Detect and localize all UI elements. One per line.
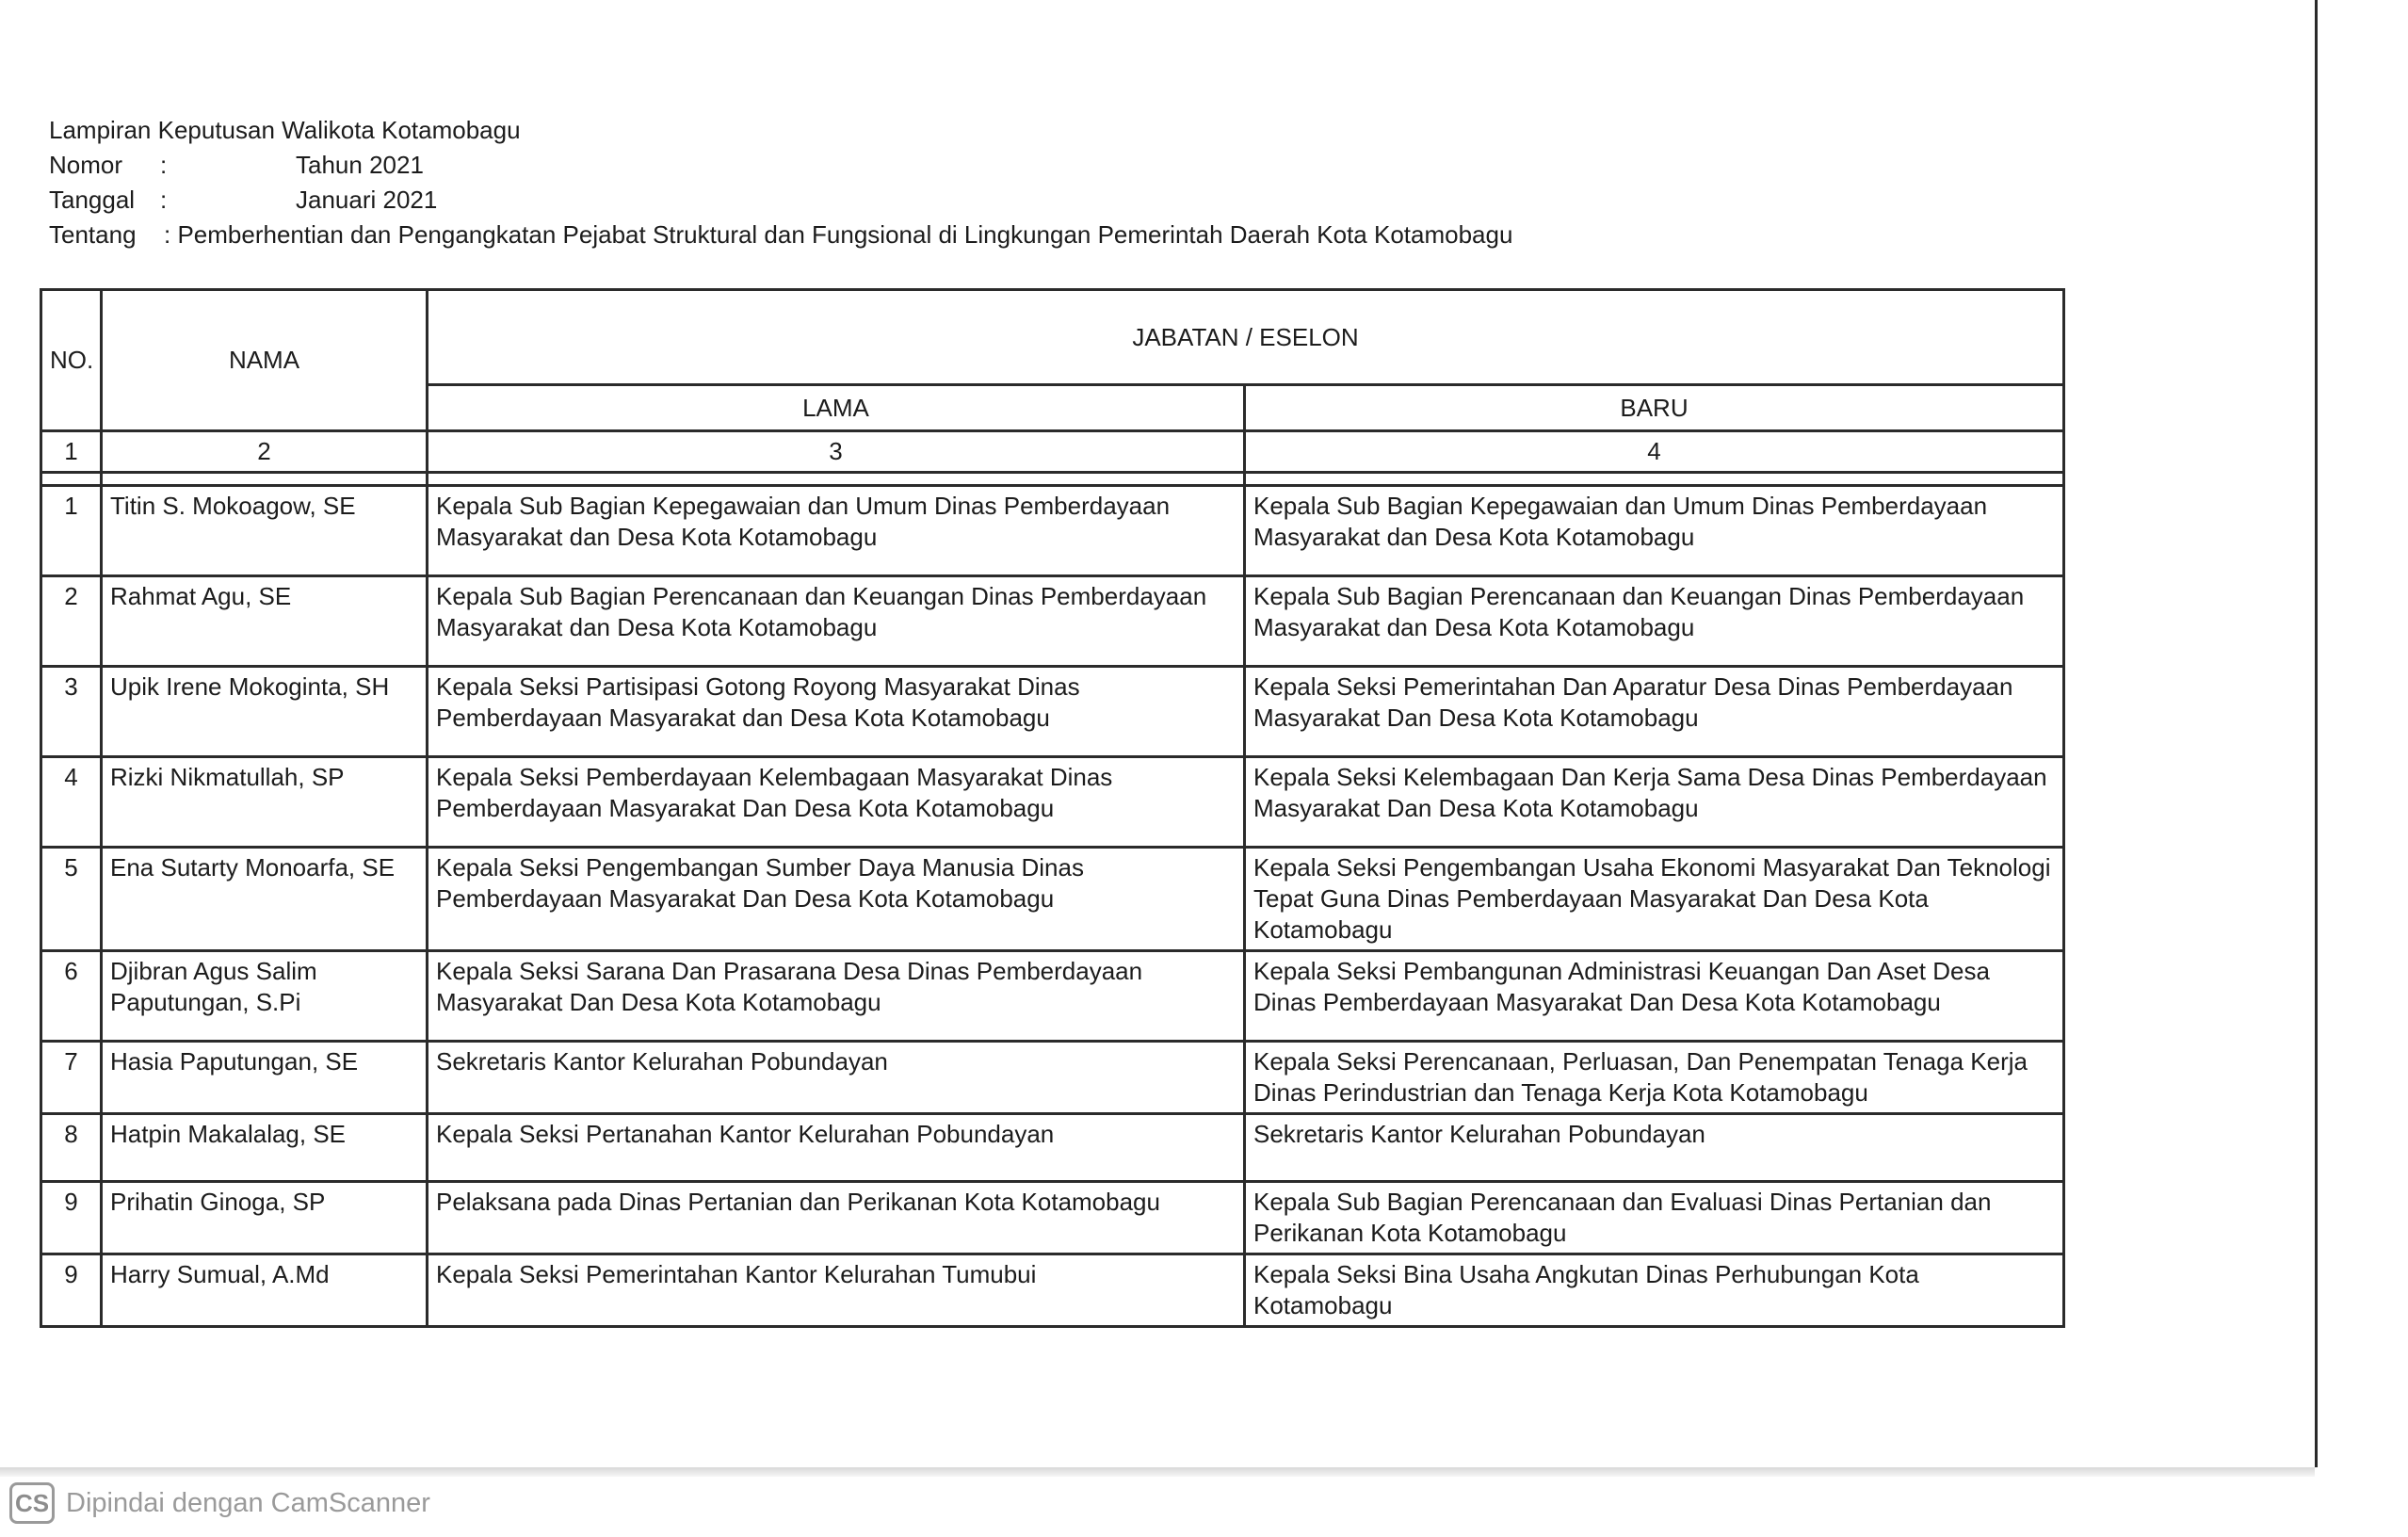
header-baru: BARU <box>1245 385 2064 431</box>
nomor-label: Nomor <box>49 151 123 179</box>
page-shadow <box>0 1467 2315 1477</box>
table-row <box>41 1182 2064 1254</box>
col-number: 4 <box>1245 431 2064 473</box>
row-lama: Kepala Seksi Pemberdayaan Kelembagaan Masyarakat Dinas Pemberdayaan Masyarakat Dan Desa Kota Kotamobagu <box>428 757 1245 848</box>
row-lama: Kepala Seksi Pengembangan Sumber Daya Manusia Dinas Pemberdayaan Masyarakat Dan Desa Kota Kotamobagu <box>428 848 1245 951</box>
tanggal-label: Tanggal <box>49 186 136 214</box>
column-number-row <box>41 431 2064 473</box>
header-nomor <box>49 148 1512 183</box>
spacer-row <box>41 473 2064 486</box>
table-row <box>41 576 2064 667</box>
row-lama: Kepala Seksi Pertanahan Kantor Kelurahan Pobundayan <box>428 1114 1245 1182</box>
row-no: 9 <box>41 1254 102 1327</box>
table-row <box>41 951 2064 1042</box>
row-baru: Kepala Sub Bagian Perencanaan dan Evaluasi Dinas Pertanian dan Perikanan Kota Kotamobagu <box>1245 1182 2064 1254</box>
spacer-cell <box>102 473 428 486</box>
table-row <box>41 757 2064 848</box>
tentang-value: : Pemberhentian dan Pengangkatan Pejabat Struktural dan Fungsional di Lingkungan Pemerintah Daerah Kota Kotamobagu <box>164 220 1513 249</box>
header-lama: LAMA <box>428 385 1245 431</box>
nomor-colon: : <box>160 151 168 179</box>
row-lama: Kepala Sub Bagian Perencanaan dan Keuangan Dinas Pemberdayaan Masyarakat dan Desa Kota Kotamobagu <box>428 576 1245 667</box>
row-nama: Djibran Agus Salim Paputungan, S.Pi <box>102 951 428 1042</box>
table-row <box>41 667 2064 757</box>
tentang-label: Tentang <box>49 220 137 249</box>
table-row <box>41 1114 2064 1182</box>
row-nama: Harry Sumual, A.Md <box>102 1254 428 1327</box>
row-baru: Kepala Seksi Perencanaan, Perluasan, Dan Penempatan Tenaga Kerja Dinas Perindustrian dan Tenaga Kerja Kota Kotamobagu <box>1245 1042 2064 1114</box>
row-nama: Upik Irene Mokoginta, SH <box>102 667 428 757</box>
header-title: Lampiran Keputusan Walikota Kotamobagu <box>49 116 521 144</box>
table-row <box>41 486 2064 576</box>
row-nama: Prihatin Ginoga, SP <box>102 1182 428 1254</box>
camscanner-watermark <box>9 1482 430 1524</box>
header-tentang <box>49 218 1512 252</box>
header-tanggal <box>49 183 1512 218</box>
header-no: NO. <box>41 290 102 431</box>
watermark-text: Dipindai dengan CamScanner <box>66 1487 430 1518</box>
col-number: 2 <box>102 431 428 473</box>
header-jabatan: JABATAN / ESELON <box>428 290 2064 385</box>
row-no: 6 <box>41 951 102 1042</box>
spacer-cell <box>428 473 1245 486</box>
row-baru: Kepala Seksi Bina Usaha Angkutan Dinas Perhubungan Kota Kotamobagu <box>1245 1254 2064 1327</box>
row-baru: Kepala Seksi Pengembangan Usaha Ekonomi Masyarakat Dan Teknologi Tepat Guna Dinas Pemberdayaan Masyarakat Dan Desa Kota Kotamobagu <box>1245 848 2064 951</box>
row-lama: Sekretaris Kantor Kelurahan Pobundayan <box>428 1042 1245 1114</box>
table-row <box>41 1254 2064 1327</box>
row-no: 3 <box>41 667 102 757</box>
row-no: 4 <box>41 757 102 848</box>
row-baru: Kepala Seksi Pembangunan Administrasi Keuangan Dan Aset Desa Dinas Pemberdayaan Masyarakat Dan Desa Kota Kotamobagu <box>1245 951 2064 1042</box>
row-no: 1 <box>41 486 102 576</box>
spacer-cell <box>1245 473 2064 486</box>
row-baru: Kepala Sub Bagian Kepegawaian dan Umum Dinas Pemberdayaan Masyarakat dan Desa Kota Kotamobagu <box>1245 486 2064 576</box>
row-lama: Kepala Sub Bagian Kepegawaian dan Umum Dinas Pemberdayaan Masyarakat dan Desa Kota Kotamobagu <box>428 486 1245 576</box>
row-nama: Ena Sutarty Monoarfa, SE <box>102 848 428 951</box>
row-no: 8 <box>41 1114 102 1182</box>
table-row <box>41 848 2064 951</box>
jabatan-table <box>40 288 2065 1328</box>
row-no: 5 <box>41 848 102 951</box>
row-lama: Kepala Seksi Partisipasi Gotong Royong Masyarakat Dinas Pemberdayaan Masyarakat dan Desa Kota Kotamobagu <box>428 667 1245 757</box>
row-lama: Pelaksana pada Dinas Pertanian dan Perikanan Kota Kotamobagu <box>428 1182 1245 1254</box>
document-header <box>49 113 1512 252</box>
row-nama: Hasia Paputungan, SE <box>102 1042 428 1114</box>
col-number: 1 <box>41 431 102 473</box>
row-lama: Kepala Seksi Pemerintahan Kantor Kelurahan Tumubui <box>428 1254 1245 1327</box>
row-no: 7 <box>41 1042 102 1114</box>
row-baru: Kepala Sub Bagian Perencanaan dan Keuangan Dinas Pemberdayaan Masyarakat dan Desa Kota Kotamobagu <box>1245 576 2064 667</box>
row-baru: Kepala Seksi Kelembagaan Dan Kerja Sama Desa Dinas Pemberdayaan Masyarakat Dan Desa Kota Kotamobagu <box>1245 757 2064 848</box>
row-nama: Rizki Nikmatullah, SP <box>102 757 428 848</box>
row-nama: Titin S. Mokoagow, SE <box>102 486 428 576</box>
tanggal-colon: : <box>160 186 168 214</box>
row-baru: Sekretaris Kantor Kelurahan Pobundayan <box>1245 1114 2064 1182</box>
row-baru: Kepala Seksi Pemerintahan Dan Aparatur Desa Dinas Pemberdayaan Masyarakat Dan Desa Kota Kotamobagu <box>1245 667 2064 757</box>
table-row <box>41 1042 2064 1114</box>
header-nama: NAMA <box>102 290 428 431</box>
row-no: 9 <box>41 1182 102 1254</box>
row-lama: Kepala Seksi Sarana Dan Prasarana Desa Dinas Pemberdayaan Masyarakat Dan Desa Kota Kotamobagu <box>428 951 1245 1042</box>
camscanner-logo-icon: CS <box>9 1482 55 1524</box>
row-nama: Rahmat Agu, SE <box>102 576 428 667</box>
row-no: 2 <box>41 576 102 667</box>
tanggal-value: Januari 2021 <box>296 186 438 214</box>
nomor-value: Tahun 2021 <box>296 151 424 179</box>
col-number: 3 <box>428 431 1245 473</box>
spacer-cell <box>41 473 102 486</box>
row-nama: Hatpin Makalalag, SE <box>102 1114 428 1182</box>
